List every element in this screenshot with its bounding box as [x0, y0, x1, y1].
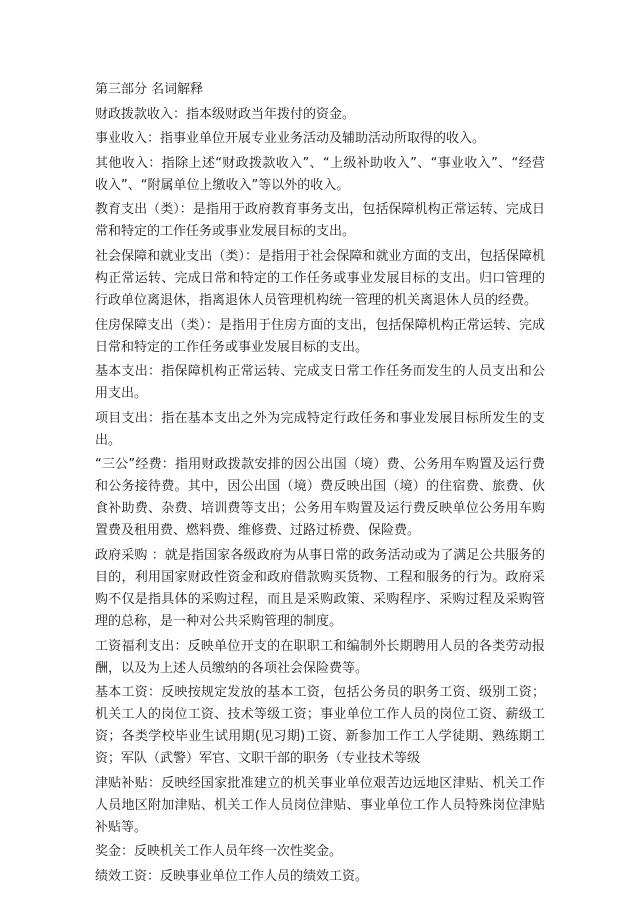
section-heading: 第三部分 名词解释	[95, 82, 204, 97]
term-social-security-expenditure: 社会保障和就业支出（类）：是指用于社会保障和就业方面的支出，包括保障机构正常运转、完成日常和特定的工作任务或事业发展目标的支出。归口管理的行政单位离退休，指离退休人员管理机构统一管理的机关离退休人员的经费。	[95, 248, 545, 308]
document-body	[95, 79, 545, 891]
term-bonus: 奖金：反映机关工作人员年终一次性奖金。	[95, 844, 343, 860]
term-three-public-expenses: “三公”经费：指用财政拨款安排的因公出国（境）费、公务用车购置及运行费和公务接待费。其中，因公出国（境）费反映出国（境）的住宿费、旅费、伙食补助费、杂费、培训费等支出；公务用车购置及运行费反映单位公务用车购置费及租用费、燃料费、维修费、过路过桥费、保险费。	[95, 457, 545, 539]
term-government-procurement: 政府采购 ：就是指国家各级政府为从事日常的政务活动或为了满足公共服务的目的，利用国家财政性资金和政府借款购买货物、工程和服务的行为。政府采购不仅是指具体的采购过程，而且是采购政策、采购程序、采购过程及采购管理的总称，是一种对公共采购管理的制度。	[95, 547, 545, 629]
term-fiscal-appropriation-income: 财政拨款收入：指本级财政当年拨付的资金。	[95, 106, 356, 122]
term-other-income: 其他收入：指除上述“财政拨款收入”、“上级补助收入”、“事业收入”、“经营收入”、“附属单位上缴收入”等以外的收入。	[95, 155, 545, 193]
term-project-expenditure: 项目支出：指在基本支出之外为完成特定行政任务和事业发展目标所发生的支出。	[95, 410, 545, 448]
term-education-expenditure: 教育支出（类）：是指用于政府教育事务支出，包括保障机构正常运转、完成日常和特定的工作任务或事业发展目标的支出。	[95, 202, 545, 240]
term-allowances: 津贴补贴：反映经国家批准建立的机关事业单位艰苦边远地区津贴、机关工作人员地区附加津贴、机关工作人员岗位津贴、事业单位工作人员特殊岗位津贴补贴等。	[95, 775, 545, 835]
term-business-income: 事业收入：指事业单位开展专业业务活动及辅助活动所取得的收入。	[95, 131, 486, 147]
term-performance-wage: 绩效工资：反映事业单位工作人员的绩效工资。	[95, 868, 369, 884]
term-wage-welfare-expenditure: 工资福利支出：反映单位开支的在职职工和编制外长期聘用人员的各类劳动报酬，以及为上述人员缴纳的各项社会保险费等。	[95, 638, 545, 676]
term-housing-expenditure: 住房保障支出（类）：是指用于住房方面的支出，包括保障机构正常运转、完成日常和特定的工作任务或事业发展目标的支出。	[95, 317, 545, 355]
term-basic-expenditure: 基本支出：指保障机构正常运转、完成支日常工作任务而发生的人员支出和公用支出。	[95, 364, 545, 402]
term-basic-wage: 基本工资：反映按规定发放的基本工资，包括公务员的职务工资、级别工资；机关工人的岗位工资、技术等级工资；事业单位工作人员的岗位工资、薪级工资；各类学校毕业生试用期(见习期)工资、新参加工作工人学徒期、熟练期工资；军队（武警）军官、文职干部的职务（专业技术等级	[95, 685, 545, 767]
